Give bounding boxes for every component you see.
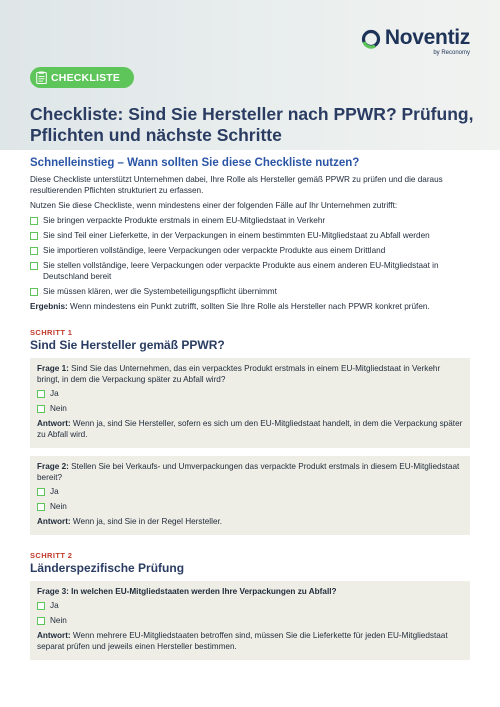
intro-checklist bbox=[30, 215, 470, 297]
list-item bbox=[30, 215, 470, 226]
option-no[interactable] bbox=[37, 403, 463, 414]
option-yes-label: Ja bbox=[50, 389, 59, 398]
answer-text: Wenn ja, sind Sie Hersteller, sofern es sich um den EU-Mitgliedstaat handelt, in dem die Verpackung später zu Abfall wird. bbox=[37, 419, 463, 439]
checkbox[interactable] bbox=[30, 217, 38, 225]
question-1-body: Sind Sie das Unternehmen, das ein verpacktes Produkt erstmals in einem EU-Mitgliedstaat in Verkehr bringt, in dem die Verpackung später zu Abfall wird? bbox=[37, 364, 441, 384]
step-1-label: SCHRITT 1 bbox=[30, 328, 73, 337]
list-item-label: Sie sind Teil einer Lieferkette, in der Verpackungen in einem bestimmten EU-Mitgliedstaat zu Abfall werden bbox=[43, 231, 430, 240]
step-2-title: Länderspezifische Prüfung bbox=[30, 561, 185, 575]
option-no-label: Nein bbox=[50, 404, 67, 413]
answer-text: Wenn ja, sind Sie in der Regel Hersteller. bbox=[70, 517, 223, 526]
intro-paragraph-2: Nutzen Sie diese Checkliste, wenn mindestens einer der folgenden Fälle auf Ihr Unternehmen zutrifft: bbox=[30, 201, 398, 210]
list-item-label: Sie importieren vollständige, leere Verpackungen oder verpackte Produkte aus einem Drittland bbox=[43, 246, 386, 255]
checkbox[interactable] bbox=[37, 405, 45, 413]
page-title: Checkliste: Sind Sie Hersteller nach PPWR? Prüfung, Pflichten und nächste Schritte bbox=[30, 104, 474, 145]
option-yes-label: Ja bbox=[50, 601, 59, 610]
question-1-label: Frage 1: bbox=[37, 364, 69, 373]
answer-label: Antwort: bbox=[37, 517, 71, 526]
checkbox[interactable] bbox=[30, 247, 38, 255]
option-yes[interactable] bbox=[37, 600, 463, 611]
question-2-label: Frage 2: bbox=[37, 462, 69, 471]
result-text: Wenn mindestens ein Punkt zutrifft, sollten Sie Ihre Rolle als Hersteller nach PPWR konkret prüfen. bbox=[67, 302, 430, 311]
checkbox[interactable] bbox=[37, 390, 45, 398]
answer-label: Antwort: bbox=[37, 631, 71, 640]
question-1-text bbox=[37, 363, 463, 385]
intro-heading: Schnelleinstieg – Wann sollten Sie diese Checkliste nutzen? bbox=[30, 157, 360, 169]
logo bbox=[361, 27, 470, 57]
badge-label: CHECKLISTE bbox=[51, 71, 121, 84]
question-3-box bbox=[30, 581, 470, 660]
main-content bbox=[30, 157, 470, 668]
checkbox[interactable] bbox=[30, 262, 38, 270]
checkbox[interactable] bbox=[30, 288, 38, 296]
option-no[interactable] bbox=[37, 615, 463, 626]
answer-label: Antwort: bbox=[37, 419, 71, 428]
option-no-label: Nein bbox=[50, 502, 67, 511]
question-2-body: Stellen Sie bei Verkaufs- und Umverpackungen das verpackte Produkt erstmals in diesem EU-Mitgliedstaat bereit? bbox=[37, 462, 460, 482]
list-item bbox=[30, 286, 470, 297]
option-yes[interactable] bbox=[37, 388, 463, 399]
checkbox[interactable] bbox=[37, 488, 45, 496]
option-no-label: Nein bbox=[50, 616, 67, 625]
clipboard-icon bbox=[36, 71, 47, 84]
result-label: Ergebnis: bbox=[30, 302, 68, 311]
noventiz-logo-icon bbox=[361, 29, 381, 49]
logo-sub: by Reconomy bbox=[433, 50, 470, 56]
checkbox[interactable] bbox=[37, 617, 45, 625]
intro-paragraph-1: Diese Checkliste unterstützt Unternehmen dabei, Ihre Rolle als Hersteller gemäß PPWR zu prüfen und die daraus resultierenden Pflichten strukturiert zu erfassen. bbox=[30, 175, 443, 195]
question-3-text bbox=[37, 586, 463, 597]
header-banner bbox=[0, 0, 500, 150]
intro-result bbox=[30, 301, 470, 312]
logo-name: Noventiz bbox=[384, 26, 470, 49]
question-3-label: Frage 3: In welchen EU-Mitgliedstaaten werden Ihre Verpackungen zu Abfall? bbox=[37, 587, 337, 596]
question-2-box bbox=[30, 456, 470, 535]
list-item-label: Sie müssen klären, wer die Systembeteiligungspflicht übernimmt bbox=[43, 287, 277, 296]
checkbox[interactable] bbox=[30, 232, 38, 240]
step-1-title: Sind Sie Hersteller gemäß PPWR? bbox=[30, 338, 225, 352]
step-2-label: SCHRITT 2 bbox=[30, 551, 73, 560]
answer-1 bbox=[37, 418, 463, 440]
answer-3 bbox=[37, 630, 463, 652]
list-item-label: Sie bringen verpackte Produkte erstmals in einem EU-Mitgliedstaat in Verkehr bbox=[43, 216, 326, 225]
checkbox[interactable] bbox=[37, 602, 45, 610]
list-item bbox=[30, 260, 470, 282]
list-item-label: Sie stellen vollständige, leere Verpackungen oder verpackte Produkte aus einem anderen EU-Mitgliedstaat in Deutschland bereit bbox=[43, 261, 439, 281]
checklist-badge bbox=[30, 67, 134, 88]
option-yes-label: Ja bbox=[50, 487, 59, 496]
option-yes[interactable] bbox=[37, 486, 463, 497]
option-no[interactable] bbox=[37, 501, 463, 512]
list-item bbox=[30, 230, 470, 241]
question-1-box bbox=[30, 358, 470, 448]
answer-text: Wenn mehrere EU-Mitgliedstaaten betroffen sind, müssen Sie die Lieferkette für jeden EU-Mitgliedstaat separat prüfen und jeweils einen Hersteller bestimmen. bbox=[37, 631, 448, 651]
list-item bbox=[30, 245, 470, 256]
checkbox[interactable] bbox=[37, 503, 45, 511]
answer-2 bbox=[37, 516, 463, 527]
question-2-text bbox=[37, 461, 463, 483]
